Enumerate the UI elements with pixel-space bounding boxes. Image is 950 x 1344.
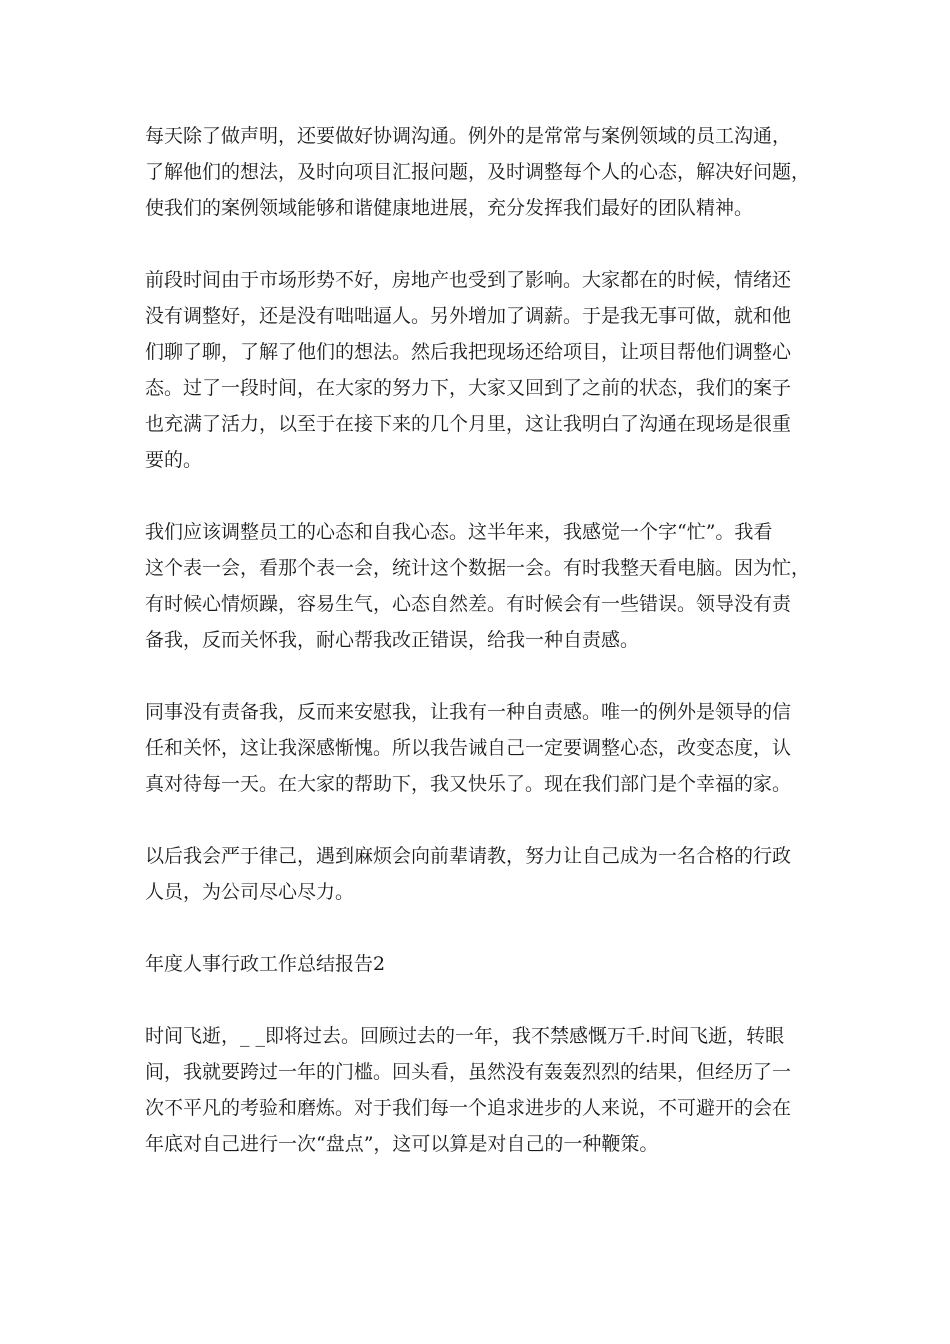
text-line: 有时候心情烦躁，容易生气，心态自然差。有时候会有一些错误。领导没有责 (145, 593, 792, 615)
text-line: 同事没有责备我，反而来安慰我，让我有一种自责感。唯一的例外是领导的信 (145, 701, 792, 723)
text-line: 前段时间由于市场形势不好，房地产也受到了影响。大家都在的时候，情绪还 (145, 269, 792, 291)
text-line: 以后我会严于律己，遇到麻烦会向前辈请教，努力让自己成为一名合格的行政 (145, 845, 792, 867)
paragraph-2 (145, 262, 810, 478)
text-line: 了解他们的想法，及时向项目汇报问题，及时调整每个人的心态，解决好问题， (145, 161, 811, 183)
paragraph-3 (145, 514, 810, 658)
text-line: 任和关怀，这让我深感惭愧。所以我告诫自己一定要调整心态，改变态度，认 (145, 737, 792, 759)
paragraph-4 (145, 694, 810, 802)
text-line: 间，我就要跨过一年的门槛。回头看，虽然没有轰轰烈烈的结果，但经历了一 (145, 1061, 792, 1083)
text-line: 我们应该调整员工的心态和自我心态。这半年来，我感觉一个字“忙”。我看 (145, 521, 773, 543)
text-line: 次不平凡的考验和磨炼。对于我们每一个追求进步的人来说，不可避开的会在 (145, 1097, 792, 1119)
section-heading: 年度人事行政工作总结报告2 (145, 953, 386, 975)
text-line: 人员，为公司尽心尽力。 (145, 881, 355, 903)
text-line: 年底对自己进行一次“盘点”，这可以算是对自己的一种鞭策。 (145, 1133, 659, 1155)
document-page (145, 118, 810, 1198)
paragraph-6 (145, 1018, 810, 1162)
text-line: 要的。 (145, 449, 203, 471)
text-line: 没有调整好，还是没有咄咄逼人。另外增加了调薪。于是我无事可做，就和他 (145, 305, 792, 327)
text-line: 态。过了一段时间，在大家的努力下，大家又回到了之前的状态，我们的案子 (145, 377, 792, 399)
paragraph-5 (145, 838, 810, 910)
text-line: 也充满了活力，以至于在接下来的几个月里，这让我明白了沟通在现场是很重 (145, 413, 792, 435)
text-line: 时间飞逝，_ _即将过去。回顾过去的一年，我不禁感慨万千.时间飞逝，转眼 (145, 1025, 785, 1047)
text-line: 备我，反而关怀我，耐心帮我改正错误，给我一种自责感。 (145, 629, 640, 651)
text-line: 使我们的案例领域能够和谐健康地进展，充分发挥我们最好的团队精神。 (145, 197, 754, 219)
text-line: 们聊了聊，了解了他们的想法。然后我把现场还给项目，让项目帮他们调整心 (145, 341, 792, 363)
text-line: 这个表一会，看那个表一会，统计这个数据一会。有时我整天看电脑。因为忙， (145, 557, 811, 579)
paragraph-1 (145, 118, 810, 226)
text-line: 每天除了做声明，还要做好协调沟通。例外的是常常与案例领域的员工沟通， (145, 125, 792, 147)
text-line: 真对待每一天。在大家的帮助下，我又快乐了。现在我们部门是个幸福的家。 (145, 773, 792, 795)
